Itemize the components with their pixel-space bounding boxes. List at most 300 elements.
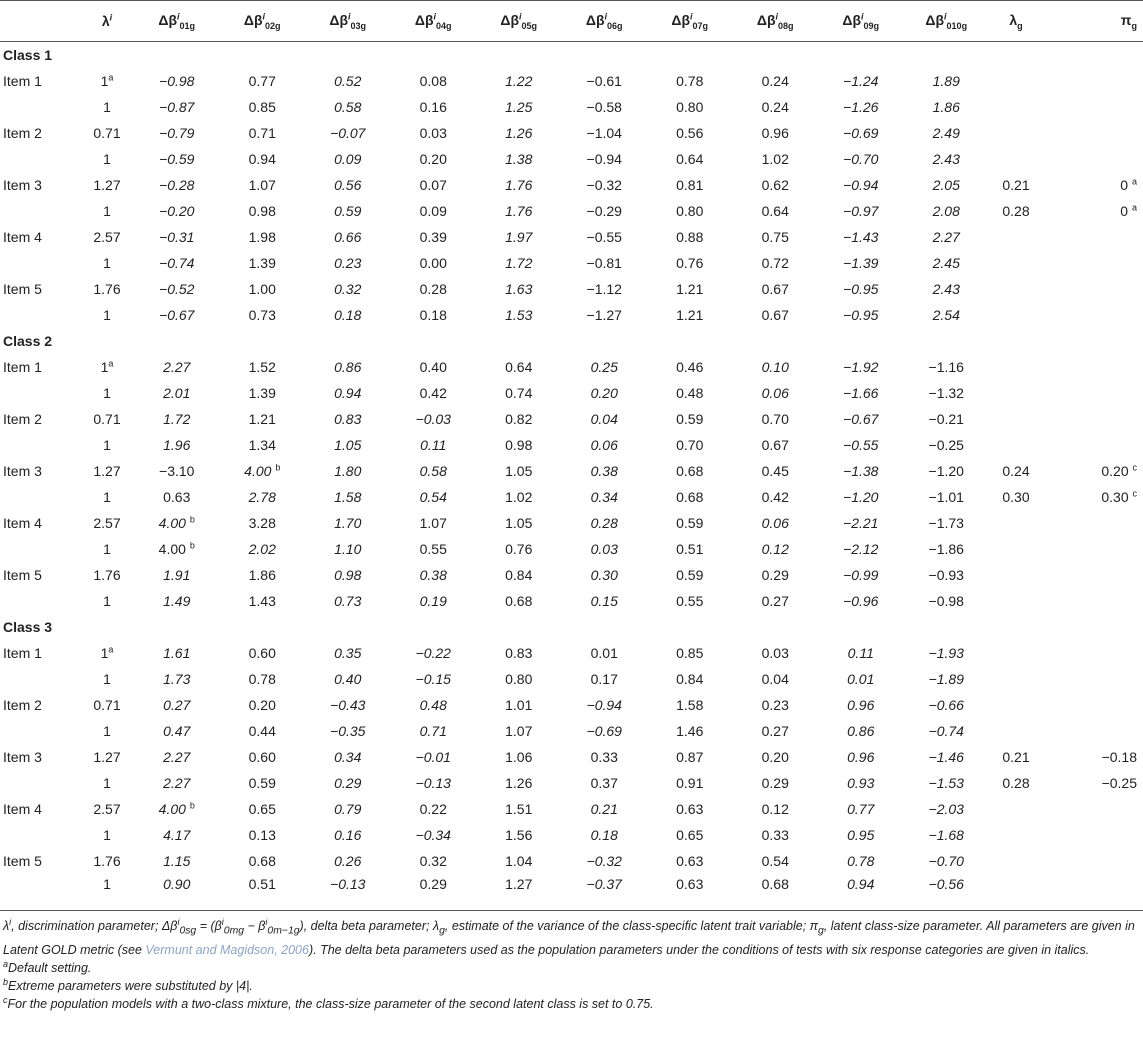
delta-cell: 2.45 <box>932 255 960 271</box>
lambda-cell: 2.57 <box>93 229 121 245</box>
delta-cell: −0.58 <box>586 99 622 115</box>
delta-cell: 0.42 <box>761 489 789 505</box>
delta-cell: −1.39 <box>843 255 879 271</box>
delta-cell: −1.38 <box>843 463 879 479</box>
delta-cell: −0.59 <box>159 151 195 167</box>
delta-cell: 1.02 <box>761 151 789 167</box>
delta-cell: −0.34 <box>415 827 451 843</box>
pi-g-cell <box>1043 250 1143 276</box>
lambda-g-cell <box>989 406 1043 432</box>
reference-link[interactable]: Vermunt and Magidson, 2006 <box>145 942 309 957</box>
delta-cell: 0.46 <box>676 359 704 375</box>
delta-cell: 0.29 <box>391 874 477 911</box>
delta-cell: 0.85 <box>248 99 276 115</box>
pi-g-cell <box>1043 146 1143 172</box>
header-delta-01: $\Delta\beta^i_{01g}$ <box>134 1 220 42</box>
lambda-cell: 2.57 <box>93 801 121 817</box>
delta-cell: 0.94 <box>818 874 904 911</box>
delta-cell: 1.34 <box>248 437 276 453</box>
pi-g-cell <box>1043 120 1143 146</box>
item-label <box>0 302 80 328</box>
delta-cell: −0.35 <box>330 723 366 739</box>
note-c: $^c$For the population models with a two-class mixture, the class-size parameter of the second latent class is set to 0.75. <box>3 994 654 1011</box>
pi-g-cell <box>1043 562 1143 588</box>
delta-cell: 0.85 <box>676 645 704 661</box>
lambda-g-cell <box>989 562 1043 588</box>
pi-g-cell <box>1043 380 1143 406</box>
delta-cell: 0.67 <box>761 437 789 453</box>
table-row <box>0 224 1143 250</box>
delta-cell: 1.98 <box>248 229 276 245</box>
delta-cell: 0.96 <box>847 697 875 713</box>
lambda-cell: 1 <box>103 723 111 739</box>
delta-cell: 1.80 <box>334 463 362 479</box>
item-label: Item 4 <box>3 229 42 245</box>
delta-cell: 0.18 <box>419 307 447 323</box>
pi-g-cell <box>1043 68 1143 94</box>
item-label: Item 5 <box>3 853 42 869</box>
lambda-cell: 1$^a$ <box>100 72 114 89</box>
lambda-cell: 0.71 <box>93 411 121 427</box>
delta-cell: −1.73 <box>928 515 964 531</box>
note-b: $^b$Extreme parameters were substituted by |4|. <box>3 976 253 993</box>
delta-cell: 0.17 <box>590 671 618 687</box>
item-label: Item 1 <box>3 645 42 661</box>
pi-g-cell <box>1043 510 1143 536</box>
table-row <box>0 432 1143 458</box>
delta-cell: 0.26 <box>334 853 362 869</box>
delta-cell: −0.43 <box>330 697 366 713</box>
lambda-cell: 1.76 <box>93 567 121 583</box>
lambda-cell: 1 <box>103 255 111 271</box>
delta-cell: 0.59 <box>676 411 704 427</box>
table-row <box>0 536 1143 562</box>
delta-cell: −0.66 <box>928 697 964 713</box>
delta-cell: 0.59 <box>676 515 704 531</box>
delta-cell: −1.93 <box>928 645 964 661</box>
delta-cell: 2.43 <box>932 281 960 297</box>
delta-cell: 3.28 <box>248 515 276 531</box>
lambda-cell: 1$^a$ <box>100 358 114 375</box>
delta-cell: 0.66 <box>334 229 362 245</box>
delta-cell: 0.23 <box>761 697 789 713</box>
delta-cell: 0.76 <box>676 255 704 271</box>
delta-cell: 2.27 <box>932 229 960 245</box>
delta-cell: −0.55 <box>586 229 622 245</box>
delta-cell: −1.20 <box>928 463 964 479</box>
delta-cell: −0.07 <box>330 125 366 141</box>
delta-cell: 0.09 <box>334 151 362 167</box>
delta-cell: −1.24 <box>843 73 879 89</box>
delta-cell: 0.70 <box>761 411 789 427</box>
header-row <box>0 1 1143 42</box>
lambda-cell: 0.71 <box>93 697 121 713</box>
table-row <box>0 302 1143 328</box>
pi-g-cell <box>1043 692 1143 718</box>
delta-cell: 0.28 <box>419 281 447 297</box>
lambda-cell: 1 <box>103 99 111 115</box>
lambda-g-cell <box>989 536 1043 562</box>
lambda-g-cell <box>989 848 1043 874</box>
table-row <box>0 250 1143 276</box>
table-row <box>0 94 1143 120</box>
lambda-g-cell <box>989 68 1043 94</box>
delta-cell: 0.06 <box>761 385 789 401</box>
lambda-g-cell: 0.21 <box>1002 177 1030 193</box>
delta-cell: 1.72 <box>505 255 533 271</box>
delta-cell: −0.95 <box>843 281 879 297</box>
delta-cell: −0.98 <box>159 73 195 89</box>
delta-cell: 0.03 <box>590 541 618 557</box>
table-row <box>0 588 1143 614</box>
delta-cell: 1.00 <box>248 281 276 297</box>
delta-cell: 0.04 <box>590 411 618 427</box>
lambda-cell: 1 <box>103 541 111 557</box>
delta-cell: 4.00 $^b$ <box>158 514 195 531</box>
delta-cell: 0.86 <box>847 723 875 739</box>
delta-cell: 1.25 <box>505 99 533 115</box>
delta-cell: −0.93 <box>928 567 964 583</box>
table-row <box>0 770 1143 796</box>
pi-g-cell <box>1043 432 1143 458</box>
lambda-cell: 1 <box>103 203 111 219</box>
lambda-cell: 1.27 <box>93 177 121 193</box>
item-label <box>0 380 80 406</box>
delta-cell: 1.07 <box>419 515 447 531</box>
delta-cell: 0.12 <box>761 801 789 817</box>
delta-cell: 2.43 <box>932 151 960 167</box>
item-label <box>0 874 80 911</box>
delta-cell: −0.67 <box>843 411 879 427</box>
lambda-g-cell: 0.28 <box>1002 203 1030 219</box>
delta-cell: 2.49 <box>932 125 960 141</box>
delta-cell: 4.17 <box>163 827 191 843</box>
delta-cell: −0.94 <box>843 177 879 193</box>
pi-g-cell <box>1043 354 1143 380</box>
delta-cell: 0.21 <box>590 801 618 817</box>
delta-cell: −1.12 <box>586 281 622 297</box>
header-delta-06: $\Delta\beta^i_{06g}$ <box>562 1 648 42</box>
lambda-cell: 1 <box>103 775 111 791</box>
delta-cell: 0.48 <box>676 385 704 401</box>
delta-cell: 0.64 <box>676 151 704 167</box>
delta-cell: −0.69 <box>586 723 622 739</box>
delta-cell: −0.70 <box>928 853 964 869</box>
delta-cell: 1.10 <box>334 541 362 557</box>
delta-cell: 0.33 <box>590 749 618 765</box>
delta-cell: 1.52 <box>248 359 276 375</box>
table-row <box>0 666 1143 692</box>
delta-cell: 0.68 <box>676 489 704 505</box>
delta-cell: 2.01 <box>163 385 191 401</box>
delta-cell: 0.18 <box>590 827 618 843</box>
delta-cell: 0.30 <box>590 567 618 583</box>
delta-cell: 0.93 <box>847 775 875 791</box>
pi-g-cell: 0 $^a$ <box>1120 202 1137 219</box>
delta-cell: −1.46 <box>928 749 964 765</box>
lambda-g-cell <box>989 796 1043 822</box>
delta-cell: 1.46 <box>676 723 704 739</box>
delta-cell: 0.63 <box>163 489 191 505</box>
delta-cell: 0.38 <box>419 567 447 583</box>
delta-cell: −0.81 <box>586 255 622 271</box>
delta-cell: 0.70 <box>676 437 704 453</box>
delta-cell: −0.28 <box>159 177 195 193</box>
delta-cell: 0.64 <box>761 203 789 219</box>
delta-cell: 0.60 <box>248 645 276 661</box>
table-row <box>0 354 1143 380</box>
delta-cell: 0.54 <box>419 489 447 505</box>
table-row <box>0 692 1143 718</box>
delta-cell: 0.20 <box>761 749 789 765</box>
header-delta-02: $\Delta\beta^i_{02g}$ <box>220 1 306 42</box>
delta-cell: 1.07 <box>248 177 276 193</box>
header-delta-09: $\Delta\beta^i_{09g}$ <box>818 1 904 42</box>
delta-cell: 0.55 <box>676 593 704 609</box>
lambda-g-cell <box>989 822 1043 848</box>
delta-cell: −1.43 <box>843 229 879 245</box>
item-label: Item 4 <box>3 801 42 817</box>
pi-g-cell <box>1043 640 1143 666</box>
lambda-g-cell <box>989 380 1043 406</box>
delta-cell: 0.06 <box>761 515 789 531</box>
delta-cell: 1.21 <box>248 411 276 427</box>
delta-cell: 0.58 <box>334 99 362 115</box>
item-label <box>0 484 80 510</box>
lambda-g-cell: 0.28 <box>1002 775 1030 791</box>
delta-cell: −0.95 <box>843 307 879 323</box>
pi-g-cell <box>1043 848 1143 874</box>
delta-cell: 2.54 <box>932 307 960 323</box>
delta-cell: −0.52 <box>159 281 195 297</box>
lambda-g-cell: 0.24 <box>1002 463 1030 479</box>
lambda-g-cell <box>989 640 1043 666</box>
delta-cell: 0.83 <box>505 645 533 661</box>
delta-cell: −0.03 <box>415 411 451 427</box>
delta-cell: 0.80 <box>676 203 704 219</box>
pi-g-cell <box>1043 718 1143 744</box>
delta-cell: 0.84 <box>505 567 533 583</box>
delta-cell: 1.05 <box>505 515 533 531</box>
delta-cell: −0.98 <box>928 593 964 609</box>
delta-cell: 0.16 <box>419 99 447 115</box>
delta-cell: 1.05 <box>505 463 533 479</box>
delta-cell: 0.44 <box>248 723 276 739</box>
delta-cell: −3.10 <box>159 463 195 479</box>
item-label: Item 2 <box>3 125 42 141</box>
pi-g-cell <box>1043 302 1143 328</box>
delta-cell: −1.53 <box>928 775 964 791</box>
delta-cell: −0.55 <box>843 437 879 453</box>
delta-cell: 1.15 <box>163 853 191 869</box>
delta-cell: 0.38 <box>590 463 618 479</box>
delta-cell: 0.72 <box>761 255 789 271</box>
delta-cell: −0.99 <box>843 567 879 583</box>
delta-cell: −1.04 <box>586 125 622 141</box>
delta-cell: 1.58 <box>676 697 704 713</box>
delta-cell: 0.67 <box>761 307 789 323</box>
lambda-cell: 1.27 <box>93 749 121 765</box>
table-notes <box>0 911 1143 1013</box>
lambda-g-cell: 0.30 <box>1002 489 1030 505</box>
delta-cell: 0.96 <box>847 749 875 765</box>
lambda-cell: 2.57 <box>93 515 121 531</box>
delta-cell: 1.76 <box>505 203 533 219</box>
table-body <box>0 42 1143 911</box>
delta-cell: 1.70 <box>334 515 362 531</box>
delta-cell: 0.08 <box>419 73 447 89</box>
item-label: Item 5 <box>3 281 42 297</box>
delta-cell: −1.66 <box>843 385 879 401</box>
delta-cell: 2.02 <box>248 541 276 557</box>
lambda-g-cell <box>989 874 1043 911</box>
delta-cell: −0.37 <box>562 874 648 911</box>
delta-cell: 0.68 <box>248 853 276 869</box>
delta-cell: 1.53 <box>505 307 533 323</box>
delta-cell: −0.13 <box>415 775 451 791</box>
delta-cell: −0.20 <box>159 203 195 219</box>
delta-cell: 0.01 <box>847 671 875 687</box>
delta-cell: −0.22 <box>415 645 451 661</box>
header-lambda: $\lambda^i$ <box>80 1 134 42</box>
delta-cell: 0.25 <box>590 359 618 375</box>
delta-cell: −2.12 <box>843 541 879 557</box>
table-row <box>0 848 1143 874</box>
delta-cell: 0.47 <box>163 723 191 739</box>
header-delta-03: $\Delta\beta^i_{03g}$ <box>305 1 391 42</box>
delta-cell: 0.75 <box>761 229 789 245</box>
table-row <box>0 510 1143 536</box>
table-row <box>0 718 1143 744</box>
delta-cell: 0.29 <box>761 567 789 583</box>
delta-cell: 0.98 <box>505 437 533 453</box>
delta-cell: 0.03 <box>761 645 789 661</box>
table-row <box>0 562 1143 588</box>
lambda-cell: 1 <box>103 827 111 843</box>
table-row <box>0 120 1143 146</box>
lambda-g-cell <box>989 510 1043 536</box>
lambda-g-cell <box>989 354 1043 380</box>
delta-cell: 0.20 <box>419 151 447 167</box>
pi-g-cell: −0.18 <box>1101 749 1137 765</box>
pi-g-cell <box>1043 874 1143 911</box>
item-label <box>0 770 80 796</box>
delta-cell: −2.21 <box>843 515 879 531</box>
delta-cell: 0.51 <box>220 874 306 911</box>
delta-cell: 0.51 <box>676 541 704 557</box>
delta-cell: 0.58 <box>419 463 447 479</box>
header-delta-010: $\Delta\beta^i_{010g}$ <box>904 1 990 42</box>
delta-cell: 0.56 <box>676 125 704 141</box>
delta-cell: 0.18 <box>334 307 362 323</box>
delta-cell: 0.94 <box>248 151 276 167</box>
delta-cell: −0.74 <box>928 723 964 739</box>
delta-cell: 0.42 <box>419 385 447 401</box>
delta-cell: 0.81 <box>676 177 704 193</box>
delta-cell: −1.32 <box>928 385 964 401</box>
lambda-cell: 1.76 <box>93 853 121 869</box>
class-label: Class 3 <box>3 619 53 635</box>
pi-g-cell <box>1043 94 1143 120</box>
delta-cell: 0.34 <box>590 489 618 505</box>
table-row <box>0 874 1143 911</box>
table-row <box>0 406 1143 432</box>
delta-cell: 0.68 <box>733 874 819 911</box>
class-header-row <box>0 614 1143 640</box>
delta-cell: −1.68 <box>928 827 964 843</box>
delta-cell: 0.20 <box>248 697 276 713</box>
item-label: Item 3 <box>3 749 42 765</box>
delta-cell: 1.26 <box>505 125 533 141</box>
table-row <box>0 744 1143 770</box>
delta-cell: 0.19 <box>419 593 447 609</box>
delta-cell: 0.04 <box>761 671 789 687</box>
delta-cell: 0.24 <box>761 73 789 89</box>
delta-cell: 0.23 <box>334 255 362 271</box>
delta-cell: 1.38 <box>505 151 533 167</box>
pi-g-cell <box>1043 224 1143 250</box>
delta-cell: −0.61 <box>586 73 622 89</box>
delta-cell: 0.29 <box>761 775 789 791</box>
lambda-cell: 1$^a$ <box>100 644 114 661</box>
delta-cell: 0.11 <box>420 437 447 453</box>
delta-cell: 0.11 <box>847 645 874 661</box>
item-label <box>0 718 80 744</box>
delta-cell: 0.16 <box>334 827 362 843</box>
header-rowlabel <box>0 1 80 42</box>
delta-cell: 0.87 <box>676 749 704 765</box>
delta-cell: 0.33 <box>761 827 789 843</box>
table-row <box>0 198 1143 224</box>
table-row <box>0 796 1143 822</box>
delta-cell: 0.39 <box>419 229 447 245</box>
delta-cell: 1.86 <box>248 567 276 583</box>
lambda-g-cell <box>989 718 1043 744</box>
lambda-g-cell <box>989 250 1043 276</box>
delta-cell: 0.78 <box>847 853 875 869</box>
delta-cell: −0.13 <box>305 874 391 911</box>
item-label: Item 1 <box>3 73 42 89</box>
header-pi-g: $\pi_g$ <box>1043 1 1143 42</box>
delta-cell: 1.61 <box>163 645 191 661</box>
item-label <box>0 588 80 614</box>
delta-cell: 0.63 <box>647 874 733 911</box>
delta-cell: 0.78 <box>248 671 276 687</box>
delta-cell: −0.69 <box>843 125 879 141</box>
delta-cell: 0.27 <box>761 593 789 609</box>
pi-g-cell: 0.20 $^c$ <box>1101 462 1137 479</box>
item-label <box>0 536 80 562</box>
table-row <box>0 822 1143 848</box>
delta-cell: 0.06 <box>590 437 618 453</box>
delta-cell: −0.21 <box>928 411 964 427</box>
delta-cell: 0.98 <box>248 203 276 219</box>
delta-cell: 0.67 <box>761 281 789 297</box>
delta-cell: −0.56 <box>904 874 990 911</box>
delta-cell: −0.25 <box>928 437 964 453</box>
table-row <box>0 484 1143 510</box>
delta-cell: 1.76 <box>505 177 533 193</box>
delta-cell: −1.16 <box>928 359 964 375</box>
note-a: $^a$Default setting. <box>3 958 92 975</box>
delta-cell: 2.27 <box>163 359 191 375</box>
delta-cell: 2.08 <box>932 203 960 219</box>
delta-cell: 0.73 <box>334 593 362 609</box>
delta-cell: 0.60 <box>248 749 276 765</box>
delta-cell: 0.88 <box>676 229 704 245</box>
delta-cell: 0.28 <box>590 515 618 531</box>
delta-cell: 0.07 <box>419 177 447 193</box>
